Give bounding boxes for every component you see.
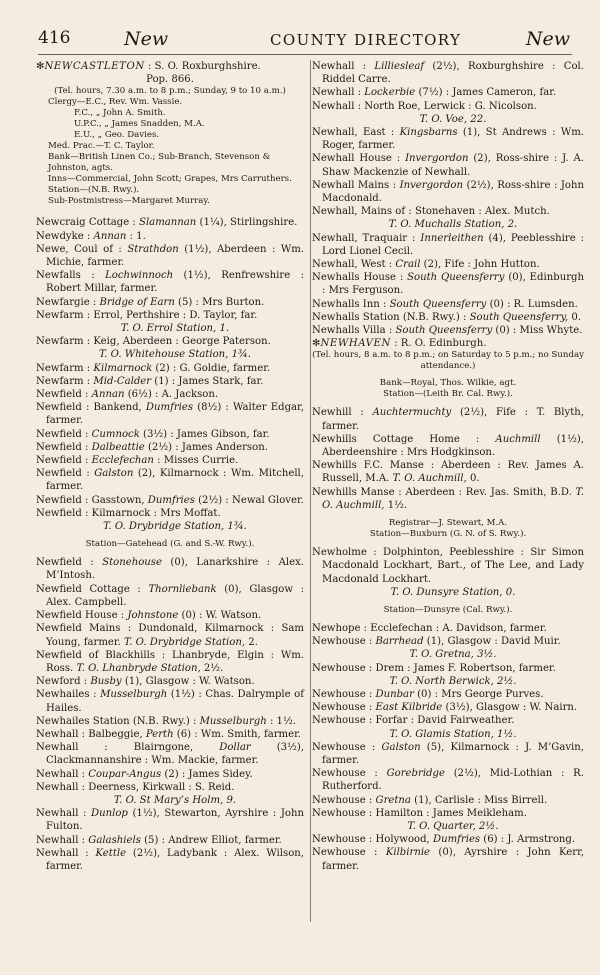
entry-name: Newfield Mains : Dundonald, Kilmarnock : Sam Young, farmer. — [36, 623, 304, 648]
entry-name: Newhouse : Holywood, — [312, 834, 433, 846]
entry-detail: (0) : W. Watson. — [178, 610, 262, 622]
entry-name: Newhouse : — [312, 768, 387, 780]
left-entries-1 — [36, 216, 304, 533]
entry-name: Newhailes Station (N.B. Rwy.) : — [36, 715, 200, 727]
entry-name: Newholme : Dolphinton, Peeblesshire : Sir Simon Macdonald Lockhart, Bart., of The Lee, and Lady Macdonald Lockhart. — [312, 547, 584, 585]
entry-detail: (0) : Mrs George Purves. — [413, 688, 544, 700]
entry-post-town: Lilliesleaf — [374, 61, 425, 72]
entry-name: Newhailes : — [36, 689, 101, 701]
entry-detail: (2½), Roxburghshire : Col. Riddel Carre. — [322, 61, 584, 86]
directory-entry — [312, 622, 584, 635]
entry-name: Newhall : — [36, 768, 89, 780]
directory-entry — [36, 781, 304, 794]
newhaven-station: Station—(Leith Br. Cal. Rwy.). — [383, 389, 513, 400]
directory-entry — [312, 205, 584, 218]
directory-entry — [312, 546, 584, 586]
entry-detail: (2), Ross-shire : J. A. Shaw Mackenzie of Newhall. — [322, 153, 584, 178]
entry-post-town: Galashiels — [88, 834, 141, 846]
entry-name: Newhouse : — [312, 688, 376, 700]
entry-detail: (2½), Ross-shire : John Macdonald. — [322, 179, 584, 205]
entry-post-town: T. O. Auchmill, — [322, 486, 584, 511]
header-left-word: New — [124, 28, 169, 50]
directory-entry — [312, 486, 584, 512]
entry-name: Newfield : Gasstown, — [36, 494, 148, 506]
telegraph-office-line: T. O. St Mary’s Holm, 9. — [113, 794, 237, 806]
entry-post-town: Dumfries — [432, 834, 481, 846]
entry-detail: (1½) : Chas. Dalrymple of Hailes. — [46, 689, 304, 714]
entry-name: Newhall : North Roe, Lerwick : G. Nicolson. — [312, 100, 537, 112]
entry-detail: (6) : J. Armstrong. — [480, 834, 576, 846]
directory-entry — [312, 100, 584, 113]
directory-entry — [36, 768, 304, 781]
entry-name: Newhall : — [312, 87, 365, 99]
entry-post-town: Invergordon — [405, 153, 469, 165]
entry-post-town: Dunlop — [91, 808, 128, 820]
entry-post-town: Dalbeattie — [91, 441, 145, 453]
entry-name: Newfarm : Errol, Perthshire : D. Taylor, far. — [36, 309, 258, 321]
directory-entry — [36, 609, 304, 622]
directory-entry — [36, 296, 304, 309]
entry-post-town: South Queensferry — [395, 325, 493, 337]
entry-name: Newhills Manse : Aberdeen : Rev. Jas. Smith, B.D. — [312, 486, 576, 498]
entry-name: Newhouse : — [312, 794, 376, 806]
entry-detail: (2), Fife : John Hutton. — [420, 259, 540, 271]
entry-detail: (1½), Renfrewshire : Robert Millar, farmer. — [46, 270, 304, 295]
entry-detail: (0), Glasgow : Alex. Campbell. — [46, 583, 305, 608]
directory-entry — [312, 258, 584, 271]
entry-name: Newfield Cottage : — [36, 583, 149, 595]
entry-post-town: Auchtermuchty — [372, 407, 452, 419]
directory-entry — [312, 741, 584, 767]
entry-detail: (1¼), Stirlingshire. — [196, 217, 298, 229]
entry-name: Newhall : Deerness, Kirkwall : S. Reid. — [36, 781, 235, 793]
entry-detail: (2½), Mid-Lothian : R. Rutherford. — [322, 768, 584, 793]
entry-post-town: Perth — [145, 728, 174, 740]
telegraph-office-line: T. O. Drybridge Station, 1¾. — [103, 521, 247, 533]
entry-name: Newhills Cottage Home : — [312, 433, 496, 445]
directory-entry — [312, 833, 584, 846]
entry-post-town: Slamannan — [139, 217, 197, 229]
newhaven-hours: (Tel. hours, 8 a.m. to 8 p.m.; on Saturday to 5 p.m.; no Sunday attendance.) — [312, 350, 584, 372]
entry-detail: (1½), Aberdeen : Wm. Michie, farmer. — [46, 243, 304, 269]
entry-name: Newfield : — [36, 428, 92, 440]
directory-entry — [36, 216, 304, 229]
directory-entry — [312, 179, 584, 205]
directory-entry — [36, 556, 304, 582]
right-column — [312, 60, 584, 873]
entry-post-town: Cumnock — [91, 428, 140, 440]
directory-entry — [36, 309, 304, 322]
directory-entry — [36, 494, 304, 507]
directory-entry — [312, 767, 584, 793]
newcastleton-block — [48, 97, 304, 207]
directory-entry — [312, 433, 584, 459]
directory-entry — [36, 243, 304, 269]
entry-detail: 0. — [568, 311, 582, 323]
entry-name: Newhall, West : — [312, 259, 396, 271]
entry-post-town: Crail — [395, 259, 421, 271]
directory-entry — [312, 635, 584, 648]
entry-detail: (0) : R. Lumsden. — [486, 298, 578, 310]
entry-post-town: South Queensferry — [407, 272, 505, 284]
block-line: Med. Prac.—T. C. Taylor. — [48, 141, 155, 152]
directory-entry — [312, 794, 584, 807]
entry-name: Newe, Coul of : — [36, 243, 128, 255]
right-entries-3 — [312, 546, 584, 599]
entry-name: Newfarm : Keig, Aberdeen : George Paterson. — [36, 336, 271, 348]
entry-post-town: South Queensferry — [389, 298, 487, 310]
entry-post-town: Barrhead — [375, 636, 424, 648]
directory-entry — [312, 714, 584, 727]
entry-detail: (2) : G. Goldie, farmer. — [152, 362, 271, 374]
entry-detail: (6) : Wm. Smith, farmer. — [173, 728, 302, 740]
entry-name: Newfield : Kilmarnock : Mrs Moffat. — [36, 507, 221, 519]
entry-name: Newhouse : Hamilton : James Meikleham. — [312, 807, 527, 819]
directory-entry — [312, 807, 584, 820]
telegraph-office-line: T. O. Whitehouse Station, 1¾. — [98, 349, 252, 361]
entry-name: Newfield : — [36, 557, 103, 569]
directory-entry — [36, 741, 304, 767]
entry-post-town: Kingsbarns — [399, 127, 458, 139]
newhaven-bank: Bank—Royal, Thos. Wilkie, agt. — [379, 378, 517, 389]
entry-name: Newhall, Mains of : Stonehaven : Alex. Mutch. — [312, 206, 550, 218]
entry-post-town: Auchmill — [495, 433, 541, 445]
telegraph-office-line: T. O. Dunsyre Station, 0. — [390, 586, 516, 598]
directory-entry — [312, 459, 584, 485]
entry-name: Newfarm : — [36, 375, 94, 387]
entry-post-town: South Queensferry, — [469, 311, 569, 323]
entry-name: Newhouse : — [312, 702, 376, 714]
directory-entry — [36, 688, 304, 714]
directory-entry — [36, 834, 304, 847]
directory-entry — [312, 152, 584, 178]
entry-detail: (5) : Mrs Burton. — [174, 296, 265, 308]
entry-detail: (3½), Clackmannanshire : Wm. Mackie, farmer. — [46, 742, 304, 767]
entry-post-town: Musselburgh — [100, 689, 168, 701]
entry-name: Newhouse : — [312, 636, 376, 648]
entry-detail: 1½. — [384, 499, 408, 511]
directory-entry — [36, 675, 304, 688]
telegraph-office-line: T. O. Quarter, 2½. — [407, 820, 499, 832]
entry-detail: (5) : Andrew Elliot, farmer. — [140, 834, 282, 846]
block-line: U.P.C., „ James Snadden, M.A. — [74, 119, 205, 130]
directory-entry — [36, 649, 304, 675]
left-entries-2 — [36, 556, 304, 873]
entry-post-town: Ecclefechan — [91, 455, 154, 467]
entry-name: Newhall : Balbeggie, — [36, 728, 146, 740]
entry-detail: (0), Lanarkshire : Alex. M’Intosh. — [46, 557, 304, 582]
entry-name: Newfarm : — [36, 362, 94, 374]
entry-post-town: Dumfries — [145, 402, 194, 414]
block-line: Bank—British Linen Co.; Sub-Branch, Stevenson & Johnston, agts. — [48, 152, 271, 174]
entry-name: Newhouse : — [312, 847, 386, 859]
entry-name: Newfield of Blackhills : Lhanbryde, Elgin : Wm. Ross. — [36, 649, 304, 674]
entry-detail: (5), Kilmarnock : J. M’Gavin, farmer. — [322, 741, 584, 766]
block-line: E.U., „ Geo. Davies. — [74, 130, 160, 141]
entry-detail: (1), Glasgow : W. Watson. — [121, 676, 255, 688]
entry-detail: : 1. — [126, 230, 146, 242]
entry-name: Newhalls Station (N.B. Rwy.) : — [312, 311, 470, 323]
entry-name: Newhall : — [36, 847, 96, 859]
entry-detail: (1½), Aberdeenshire : Mrs Hodgkinson. — [322, 433, 584, 459]
entry-post-town: Annan — [91, 389, 125, 401]
entry-post-town: Invergordon — [399, 179, 463, 191]
directory-entry — [36, 454, 304, 467]
entry-detail: 2½. — [200, 662, 224, 674]
entry-post-town: Strathdon — [127, 243, 179, 255]
newhills-station: Station—Buxburn (G. N. of S. Rwy.). — [369, 529, 527, 540]
telegraph-office-line: T. O. Errol Station, 1. — [120, 323, 230, 335]
entry-name: Newfargie : — [36, 296, 100, 308]
header-right-word: New — [525, 28, 570, 50]
directory-entry — [312, 311, 584, 324]
newcastleton-pop: Pop. 866. — [146, 74, 194, 86]
entry-name: Newhouse : Drem : James F. Robertson, farmer. — [312, 662, 556, 674]
page-header — [38, 28, 572, 55]
directory-entry — [36, 388, 304, 401]
entry-name: Newfalls : — [36, 270, 106, 282]
entry-name: Newhalls House : — [312, 272, 408, 284]
entry-name: Newdyke : — [36, 230, 94, 242]
entry-detail: (3½), Glasgow : W. Nairn. — [442, 702, 578, 714]
entry-post-town: Kettle — [95, 847, 127, 859]
block-line: Inns—Commercial, John Scott; Grapes, Mrs Carruthers. — [48, 174, 292, 185]
entry-name: Newhall House : — [312, 153, 406, 165]
entry-name: Newhope : Ecclefechan : A. Davidson, farmer. — [312, 622, 547, 634]
directory-entry — [36, 807, 304, 833]
station-dunsyre: Station—Dunsyre (Cal. Rwy.). — [383, 604, 513, 615]
entry-name: Newhill : — [312, 407, 373, 419]
entry-name: Newhall Mains : — [312, 179, 400, 191]
entry-detail: (2½) : James Anderson. — [144, 441, 268, 453]
directory-entry — [36, 269, 304, 295]
station-gatehead: Station—Gatehead (G. and S.-W. Rwy.). — [85, 539, 255, 550]
entry-post-town: Dumfries — [147, 494, 195, 506]
page-number: 416 — [38, 28, 71, 48]
entry-post-town: Musselburgh — [199, 715, 267, 727]
entry-detail: 0. — [466, 473, 480, 485]
header-title: COUNTY DIRECTORY — [270, 31, 462, 49]
right-entries-1 — [312, 60, 584, 337]
entry-post-town: Coupar-Angus — [88, 768, 162, 780]
entry-detail: (2½) : Newal Glover. — [194, 494, 304, 506]
entry-post-town: Gretna — [375, 794, 411, 806]
telegraph-office-line: T. O. Glamis Station, 1½. — [389, 728, 517, 740]
entry-name: Newcraig Cottage : — [36, 217, 140, 229]
entry-name: Newhall : — [36, 834, 89, 846]
entry-name: Newfield House : — [36, 610, 128, 622]
directory-entry — [312, 688, 584, 701]
entry-name: Newfield : — [36, 389, 92, 401]
entry-detail: (1), Carlisle : Miss Birrell. — [410, 794, 548, 806]
entry-post-town: Dunbar — [375, 688, 414, 700]
directory-entry — [36, 622, 304, 648]
entry-post-town: Kilbirnie — [385, 847, 431, 859]
entry-name: Newhall : — [36, 808, 91, 820]
entry-post-town: East Kilbride — [375, 702, 443, 714]
directory-entry — [312, 298, 584, 311]
entry-detail: (1), Glasgow : David Muir. — [423, 636, 561, 648]
directory-entry — [36, 441, 304, 454]
directory-entry — [36, 375, 304, 388]
directory-entry — [312, 324, 584, 337]
entry-name: Newfield : — [36, 468, 95, 480]
entry-detail: (1½), Stewarton, Ayrshire : John Fulton. — [46, 808, 304, 833]
entry-detail: (0), Ayrshire : John Kerr, farmer. — [322, 847, 584, 872]
directory-entry — [36, 847, 304, 873]
block-line: F.C., „ John A. Smith. — [74, 108, 166, 119]
newcastleton-hours: (Tel. hours, 7.30 a.m. to 8 p.m.; Sunday, 9 to 10 a.m.) — [54, 86, 286, 97]
entry-post-town: Gorebridge — [386, 768, 445, 780]
entry-post-town: Thornliebank — [148, 583, 217, 595]
entry-detail: 2. — [245, 636, 258, 648]
block-line: Sub-Postmistress—Margaret Murray. — [48, 196, 210, 207]
telegraph-office-line: T. O. North Berwick, 2½. — [389, 675, 517, 687]
directory-entry — [312, 406, 584, 432]
entry-name: Newhalls Inn : — [312, 298, 390, 310]
newcastleton-heading: ✻NEWCASTLETON : S. O. Roxburghshire. — [36, 61, 261, 72]
entry-detail: : Misses Currie. — [153, 455, 239, 467]
entry-detail: (7½) : James Cameron, far. — [415, 87, 557, 99]
telegraph-office-line: T. O. Muchalls Station, 2. — [388, 219, 518, 231]
entry-name: Newhall : — [312, 61, 375, 72]
entry-name: Newhills F.C. Manse : Aberdeen : Rev. James A. Russell, M.A. — [312, 460, 584, 485]
left-column — [36, 60, 311, 922]
entry-post-town: T. O. Lhanbryde Station, — [76, 662, 201, 674]
entry-detail: (0) : Miss Whyte. — [492, 325, 583, 337]
entry-detail: (1), St Andrews : Wm. Roger, farmer. — [322, 127, 584, 152]
entry-name: Newhouse : Forfar : David Fairweather. — [312, 715, 515, 727]
telegraph-office-line: T. O. Voe, 22. — [419, 113, 487, 125]
entry-detail: (3½) : James Gibson, far. — [139, 428, 270, 440]
entry-post-town: Innerleithen — [420, 232, 484, 244]
entry-post-town: Busby — [90, 676, 122, 688]
entry-name: Newhall, East : — [312, 127, 400, 139]
directory-entry — [312, 126, 584, 152]
entry-name: Newhalls Villa : — [312, 325, 396, 337]
entry-post-town: Mid-Calder — [93, 375, 152, 387]
right-entries-4 — [312, 622, 584, 873]
block-line: Clergy—E.C., Rev. Wm. Vassie. — [48, 97, 183, 108]
entry-detail: (2½), Ladybank : Alex. Wilson, farmer. — [46, 847, 304, 872]
directory-entry — [36, 335, 304, 348]
right-entries-2 — [312, 406, 584, 512]
entry-detail: (8½) : Walter Edgar, farmer. — [46, 402, 304, 427]
entry-post-town: Johnstone — [127, 610, 179, 622]
entry-detail: (6½) : A. Jackson. — [124, 389, 219, 401]
entry-post-town: Lockerbie — [364, 87, 416, 99]
entry-post-town: Annan — [93, 230, 127, 242]
entry-post-town: T. O. Drybridge Station, — [124, 636, 246, 648]
entry-name: Newfield : — [36, 441, 92, 453]
directory-entry — [36, 230, 304, 243]
entry-name: Newfield : Bankend, — [36, 402, 146, 414]
directory-entry — [312, 846, 584, 872]
entry-name: Newhouse : — [312, 741, 382, 753]
entry-name: Newford : — [36, 676, 91, 688]
directory-entry — [312, 701, 584, 714]
entry-name: Newhall, Traquair : — [312, 232, 421, 244]
entry-post-town: Lochwinnoch — [105, 270, 174, 282]
entry-post-town: Kilmarnock — [93, 362, 153, 374]
directory-entry — [36, 728, 304, 741]
directory-entry — [36, 428, 304, 441]
entry-post-town: Dollar — [219, 742, 251, 754]
entry-detail: (1) : James Stark, far. — [151, 375, 264, 387]
directory-entry — [312, 86, 584, 99]
directory-entry — [36, 715, 304, 728]
directory-entry — [36, 467, 304, 493]
directory-entry — [36, 507, 304, 520]
telegraph-office-line: T. O. Gretna, 3½. — [409, 649, 497, 661]
newhills-registrar: Registrar—J. Stewart, M.A. — [388, 518, 508, 529]
entry-post-town: Stonehouse — [102, 557, 162, 569]
directory-entry — [312, 662, 584, 675]
directory-entry — [312, 60, 584, 86]
block-line: Station—(N.B. Rwy.). — [48, 185, 140, 196]
directory-entry — [36, 583, 304, 609]
entry-post-town: Bridge of Earn — [99, 296, 175, 308]
entry-name: Newhall : Blairngone, — [36, 742, 220, 754]
directory-entry — [36, 401, 304, 427]
entry-name: Newfield : — [36, 455, 92, 467]
directory-entry — [312, 232, 584, 258]
directory-entry — [312, 271, 584, 297]
entry-detail: : 1½. — [266, 715, 296, 727]
entry-post-town: Galston — [94, 468, 134, 480]
entry-post-town: Galston — [381, 741, 421, 753]
entry-detail: (2), Kilmarnock : Wm. Mitchell, farmer. — [46, 468, 304, 493]
entry-detail: (2½), Fife : T. Blyth, farmer. — [322, 407, 584, 432]
entry-detail: (0), Edinburgh : Mrs Ferguson. — [322, 272, 584, 297]
newhaven-heading: ✻NEWHAVEN : R. O. Edinburgh. — [312, 338, 487, 350]
entry-post-town: T. O. Auchmill, — [392, 473, 467, 485]
directory-entry — [36, 362, 304, 375]
entry-detail: (4), Peeblesshire : Lord Lionel Cecil. — [322, 232, 585, 257]
entry-detail: (2) : James Sidey. — [161, 768, 253, 780]
